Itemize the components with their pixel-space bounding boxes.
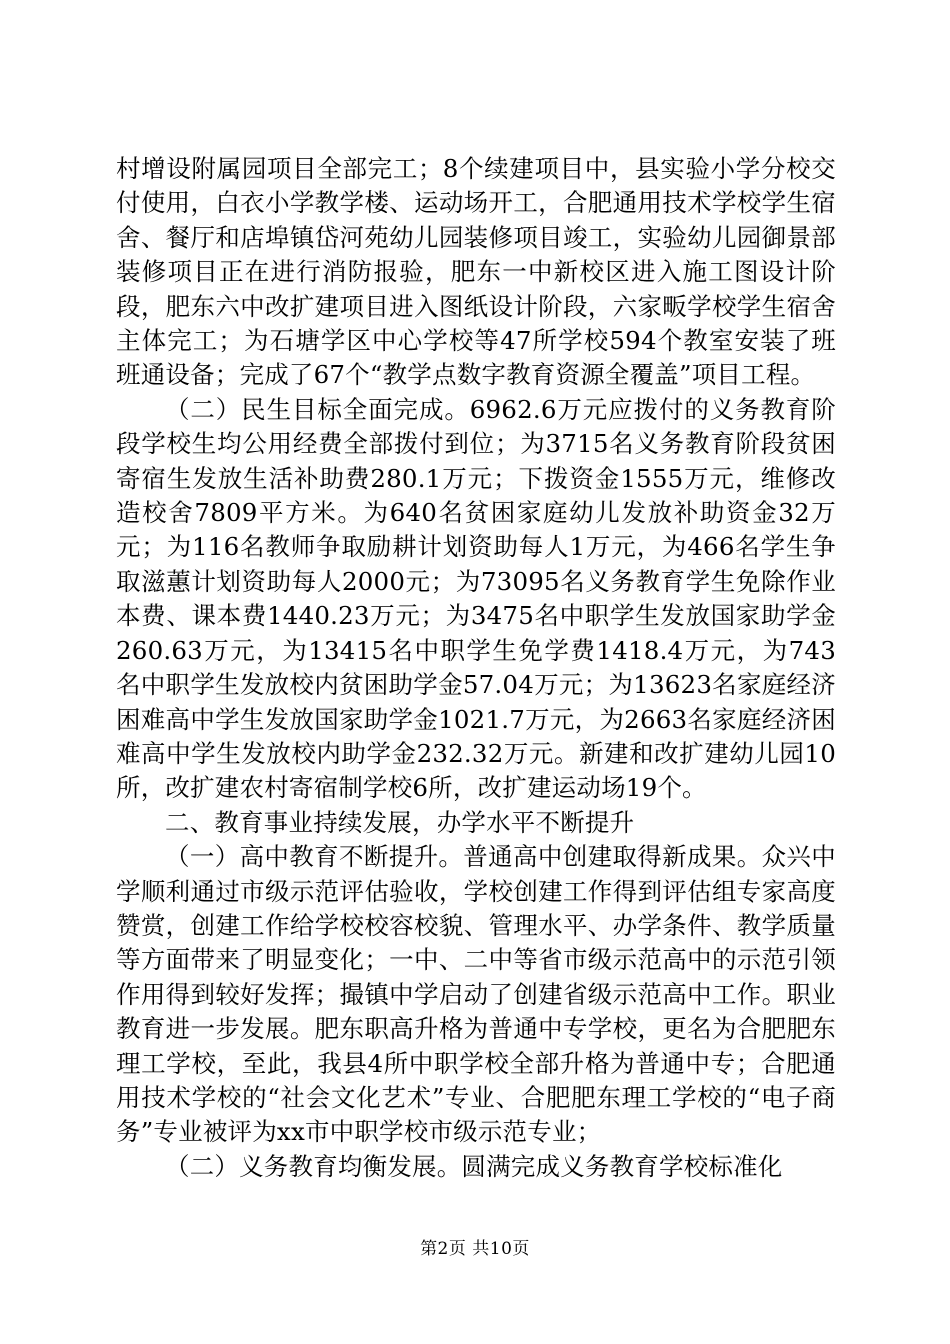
- document-body: [116, 152, 836, 1184]
- page-number-footer: 第2页 共10页: [420, 1239, 530, 1259]
- paragraph-high-school-education: （一）高中教育不断提升。普通高中创建取得新成果。众兴中学顺利通过市级示范评估验收，学校创建工作得到评估组专家高度赞赏，创建工作给学校校容校貌、管理水平、办学条件、教学质量等方面带来了明显变化；一中、二中等省市级示范高中的示范引领作用得到较好发挥；撮镇中学启动了创建省级示范高中工作。职业教育进一步发展。肥东职高升格为普通中专学校，更名为合肥肥东理工学校，至此，我县4所中职学校全部升格为普通中专；合肥通用技术学校的“社会文化艺术”专业、合肥肥东理工学校的“电子商务”专业被评为xx市中职学校市级示范专业；: [116, 842, 836, 1147]
- section-heading-education-development: 二、教育事业持续发展，办学水平不断提升: [165, 807, 635, 837]
- paragraph-livelihood-goals: （二）民生目标全面完成。6962.6万元应拨付的义务教育阶段学校生均公用经费全部拨付到位；为3715名义务教育阶段贫困寄宿生发放生活补助费280.1万元；下拨资金1555万元，维修改造校舍7809平方米。为640名贫困家庭幼儿发放补助资金32万元；为116名教师争取励耕计划资助每人1万元，为466名学生争取滋蕙计划资助每人2000元；为73095名义务教育学生免除作业本费、课本费1440.23万元；为3475名中职学生发放国家助学金260.63万元，为13415名中职学生免学费1418.4万元，为743名中职学生发放校内贫困助学金57.04万元；为13623名家庭经济困难高中学生发放国家助学金1021.7万元，为2663名家庭经济困难高中学生发放校内助学金232.32万元。新建和改扩建幼儿园10所，改扩建农村寄宿制学校6所，改扩建运动场19个。: [116, 394, 836, 803]
- paragraph-continuation: 村增设附属园项目全部完工；8个续建项目中，县实验小学分校交付使用，白衣小学教学楼、运动场开工，合肥通用技术学校学生宿舍、餐厅和店埠镇岱河苑幼儿园装修项目竣工，实验幼儿园御景部装修项目正在进行消防报验，肥东一中新校区进入施工图设计阶段，肥东六中改扩建项目进入图纸设计阶段，六家畈学校学生宿舍主体完工；为石塘学区中心学校等47所学校594个教室安装了班班通设备；完成了67个“教学点数字教育资源全覆盖”项目工程。: [116, 154, 836, 390]
- paragraph-compulsory-education: （二）义务教育均衡发展。圆满完成义务教育学校标准化: [165, 1151, 783, 1181]
